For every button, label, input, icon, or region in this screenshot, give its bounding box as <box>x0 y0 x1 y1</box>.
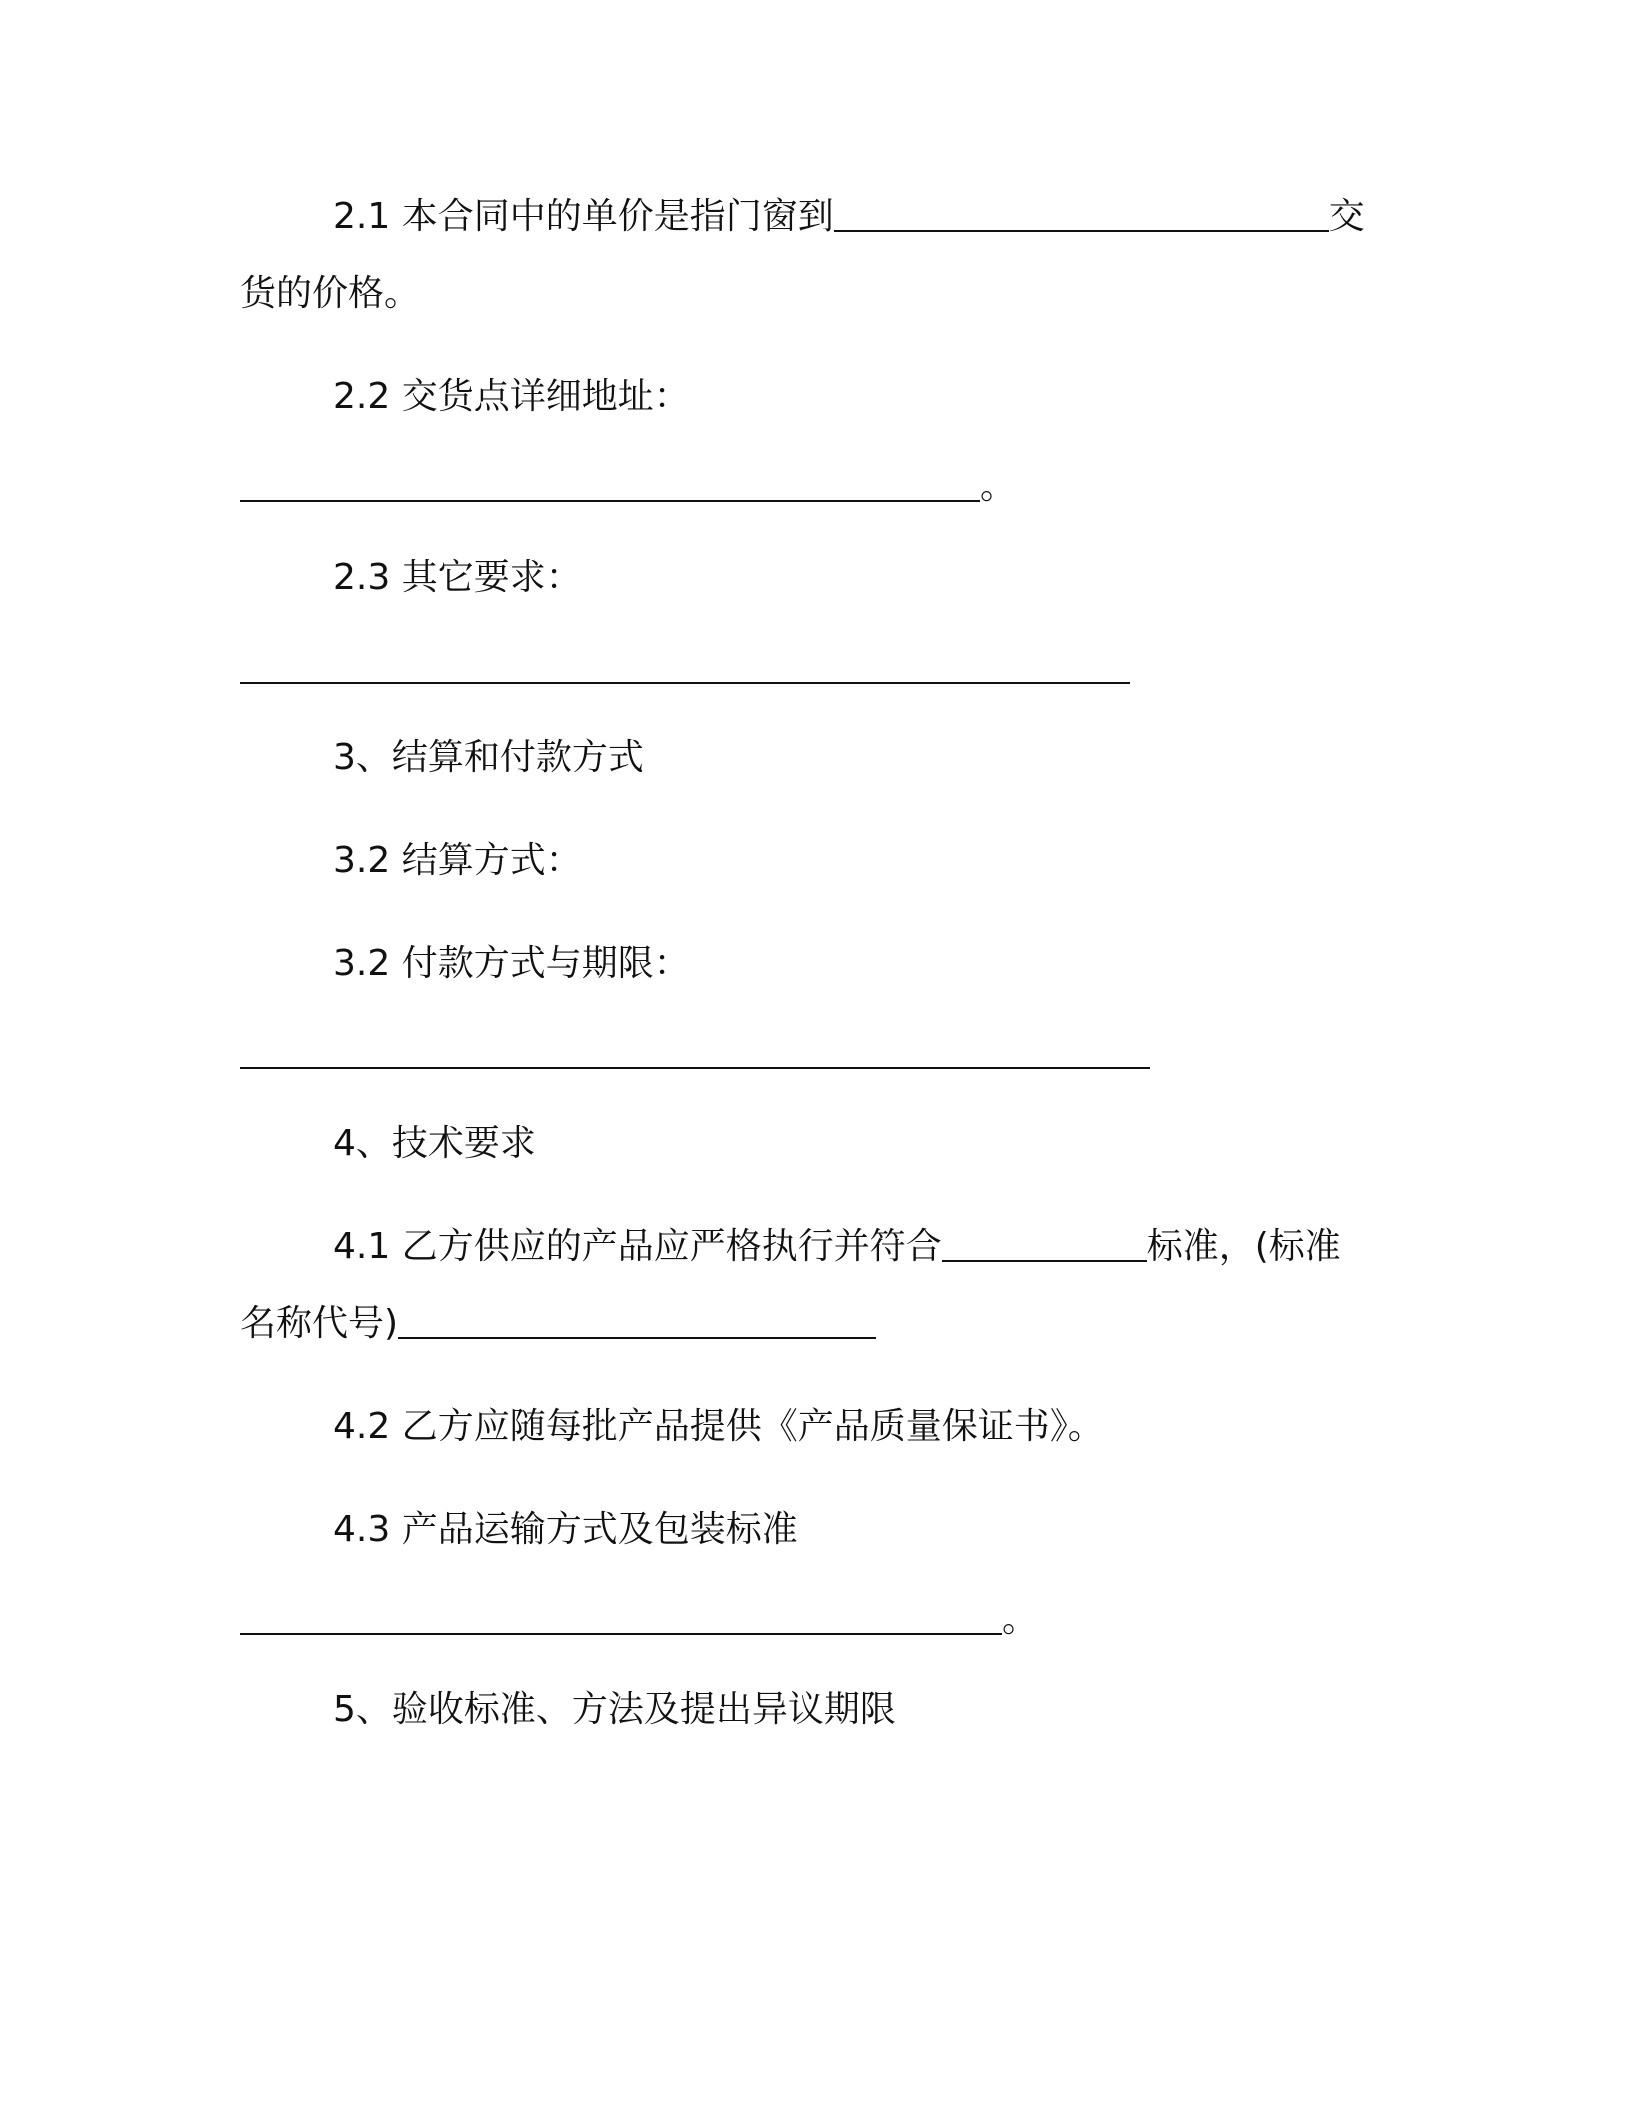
clause-3 <box>333 734 644 782</box>
clause-2-1-tail: 交 <box>1328 196 1365 237</box>
fill-blank-standard[interactable] <box>942 1226 1147 1262</box>
clause-2-2-end: 。 <box>980 466 1017 507</box>
fill-blank-standard-code[interactable] <box>398 1303 876 1339</box>
clause-2-1-continued <box>240 270 420 318</box>
clause-4-1-tail: 标准，(标准 <box>1146 1226 1341 1267</box>
clause-4-3-end: 。 <box>1002 1599 1039 1640</box>
fill-blank-transport-packaging[interactable] <box>240 1599 1002 1635</box>
clause-2-3-blank-row <box>240 645 1130 693</box>
clause-4-3 <box>333 1506 798 1554</box>
clause-3-2-settlement <box>333 837 582 885</box>
clause-2-3 <box>333 554 582 602</box>
clause-2-1-cont-text: 货的价格。 <box>240 273 421 314</box>
clause-4 <box>333 1120 536 1168</box>
clause-5-text: 5、验收标准、方法及提出异议期限 <box>333 1689 896 1730</box>
clause-2-1-text: 2.1 本合同中的单价是指门窗到 <box>333 196 834 237</box>
clause-2-1 <box>333 193 1365 241</box>
clause-4-1-text: 4.1 乙方供应的产品应严格执行并符合 <box>333 1226 942 1267</box>
clause-3-2-settlement-text: 3.2 结算方式： <box>333 840 582 881</box>
clause-5 <box>333 1686 896 1734</box>
fill-blank-other-requirements[interactable] <box>240 648 1130 684</box>
clause-4-text: 4、技术要求 <box>333 1123 536 1164</box>
clause-4-1 <box>333 1223 1341 1271</box>
clause-2-2-text: 2.2 交货点详细地址： <box>333 376 690 417</box>
fill-blank-delivery-address[interactable] <box>240 466 980 502</box>
clause-4-3-blank-row <box>240 1596 1038 1644</box>
fill-blank-delivery-location[interactable] <box>834 196 1329 232</box>
clause-4-1-cont-text: 名称代号) <box>240 1303 399 1344</box>
clause-3-2-payment-text: 3.2 付款方式与期限： <box>333 943 690 984</box>
clause-3-text: 3、结算和付款方式 <box>333 737 644 778</box>
clause-2-3-text: 2.3 其它要求： <box>333 557 582 598</box>
clause-2-2 <box>333 373 690 421</box>
clause-3-2-blank-row <box>240 1030 1150 1078</box>
clause-3-2-payment <box>333 940 690 988</box>
clause-4-1-continued <box>240 1300 876 1348</box>
clause-4-3-text: 4.3 产品运输方式及包装标准 <box>333 1509 798 1550</box>
fill-blank-payment-terms[interactable] <box>240 1033 1150 1069</box>
clause-4-2-text: 4.2 乙方应随每批产品提供《产品质量保证书》。 <box>333 1406 1104 1447</box>
clause-4-2 <box>333 1403 1104 1451</box>
clause-2-2-blank-row <box>240 463 1016 511</box>
